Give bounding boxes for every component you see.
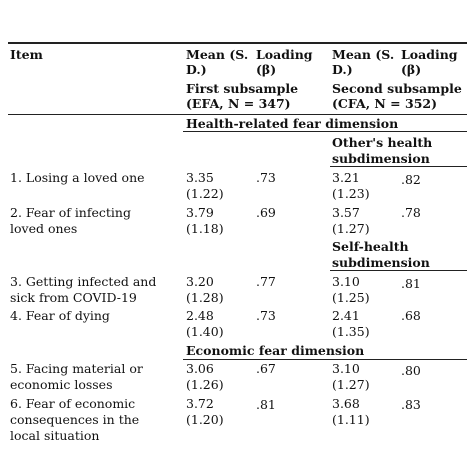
row-5-item-line-1: 5. Facing material or	[10, 361, 143, 376]
row-1-mean-1: 3.35	[186, 170, 214, 185]
row-2-sd-1: (1.18)	[186, 221, 224, 236]
row-3-item-line-1: 3. Getting infected and	[10, 274, 157, 289]
row-4-sd-2: (1.35)	[332, 324, 370, 339]
row-5-mean-1: 3.06	[186, 361, 214, 376]
others-health-label-1: Other's health	[332, 135, 433, 150]
row-3-mean-1: 3.20	[186, 274, 214, 289]
row-6-item-line-1: 6. Fear of economic	[10, 396, 136, 411]
row-5-sd-2: (1.27)	[332, 377, 370, 392]
row-5-loading-2: .80	[401, 363, 421, 378]
row-6-loading-1: .81	[256, 397, 276, 412]
row-6-item-line-2: consequences in the	[10, 412, 140, 427]
header-loading-2: Loading (β)	[401, 47, 458, 77]
row-2-mean-2: 3.57	[332, 205, 360, 220]
header-item: Item	[10, 47, 43, 62]
self-health-label-2: subdimension	[332, 255, 430, 270]
row-4-mean-2: 2.41	[332, 308, 360, 323]
row-2-sd-2: (1.27)	[332, 221, 370, 236]
row-1-sd-1: (1.22)	[186, 186, 224, 201]
row-1-item: 1. Losing a loved one	[10, 170, 145, 185]
row-3-sd-2: (1.25)	[332, 290, 370, 305]
health-dimension-rule	[183, 131, 467, 132]
row-4-item: 4. Fear of dying	[10, 308, 110, 323]
row-2-item-line-2: loved ones	[10, 221, 78, 236]
self-health-label-1: Self-health	[332, 239, 409, 254]
row-2-loading-2: .78	[401, 205, 421, 220]
row-6-sd-1: (1.20)	[186, 412, 224, 427]
subsample-1-detail: (EFA, N = 347)	[186, 96, 291, 111]
others-health-rule	[330, 166, 467, 167]
row-6-mean-1: 3.72	[186, 396, 214, 411]
row-6-sd-2: (1.11)	[332, 412, 370, 427]
table-top-rule	[8, 42, 467, 44]
row-4-sd-1: (1.40)	[186, 324, 224, 339]
row-4-loading-1: .73	[256, 308, 276, 323]
header-mean-1: Mean (S. D.)	[186, 47, 249, 77]
row-4-loading-2: .68	[401, 308, 421, 323]
subsample-2-name: Second subsample	[332, 81, 462, 96]
row-3-item-line-2: sick from COVID-19	[10, 290, 137, 305]
row-1-loading-1: .73	[256, 170, 276, 185]
economic-dimension-rule	[183, 359, 467, 360]
header-loading-1: Loading (β)	[256, 47, 313, 77]
row-6-loading-2: .83	[401, 397, 421, 412]
subsample-2-detail: (CFA, N = 352)	[332, 96, 438, 111]
health-dimension-label: Health-related fear dimension	[186, 116, 399, 131]
subsample-1-name: First subsample	[186, 81, 299, 96]
row-1-mean-2: 3.21	[332, 170, 360, 185]
row-5-sd-1: (1.26)	[186, 377, 224, 392]
others-health-label-2: subdimension	[332, 151, 430, 166]
row-6-item-line-3: local situation	[10, 428, 100, 443]
self-health-rule	[330, 270, 467, 271]
row-3-mean-2: 3.10	[332, 274, 360, 289]
row-2-mean-1: 3.79	[186, 205, 214, 220]
row-3-loading-2: .81	[401, 276, 421, 291]
row-4-mean-1: 2.48	[186, 308, 214, 323]
row-5-mean-2: 3.10	[332, 361, 360, 376]
row-2-loading-1: .69	[256, 205, 276, 220]
header-mean-2: Mean (S. D.)	[332, 47, 395, 77]
row-3-sd-1: (1.28)	[186, 290, 224, 305]
row-1-loading-2: .82	[401, 172, 421, 187]
header-bottom-rule	[8, 114, 467, 115]
row-6-mean-2: 3.68	[332, 396, 360, 411]
row-5-loading-1: .67	[256, 361, 276, 376]
row-2-item-line-1: 2. Fear of infecting	[10, 205, 131, 220]
economic-dimension-label: Economic fear dimension	[186, 343, 365, 358]
row-3-loading-1: .77	[256, 274, 276, 289]
row-1-sd-2: (1.23)	[332, 186, 370, 201]
row-5-item-line-2: economic losses	[10, 377, 113, 392]
